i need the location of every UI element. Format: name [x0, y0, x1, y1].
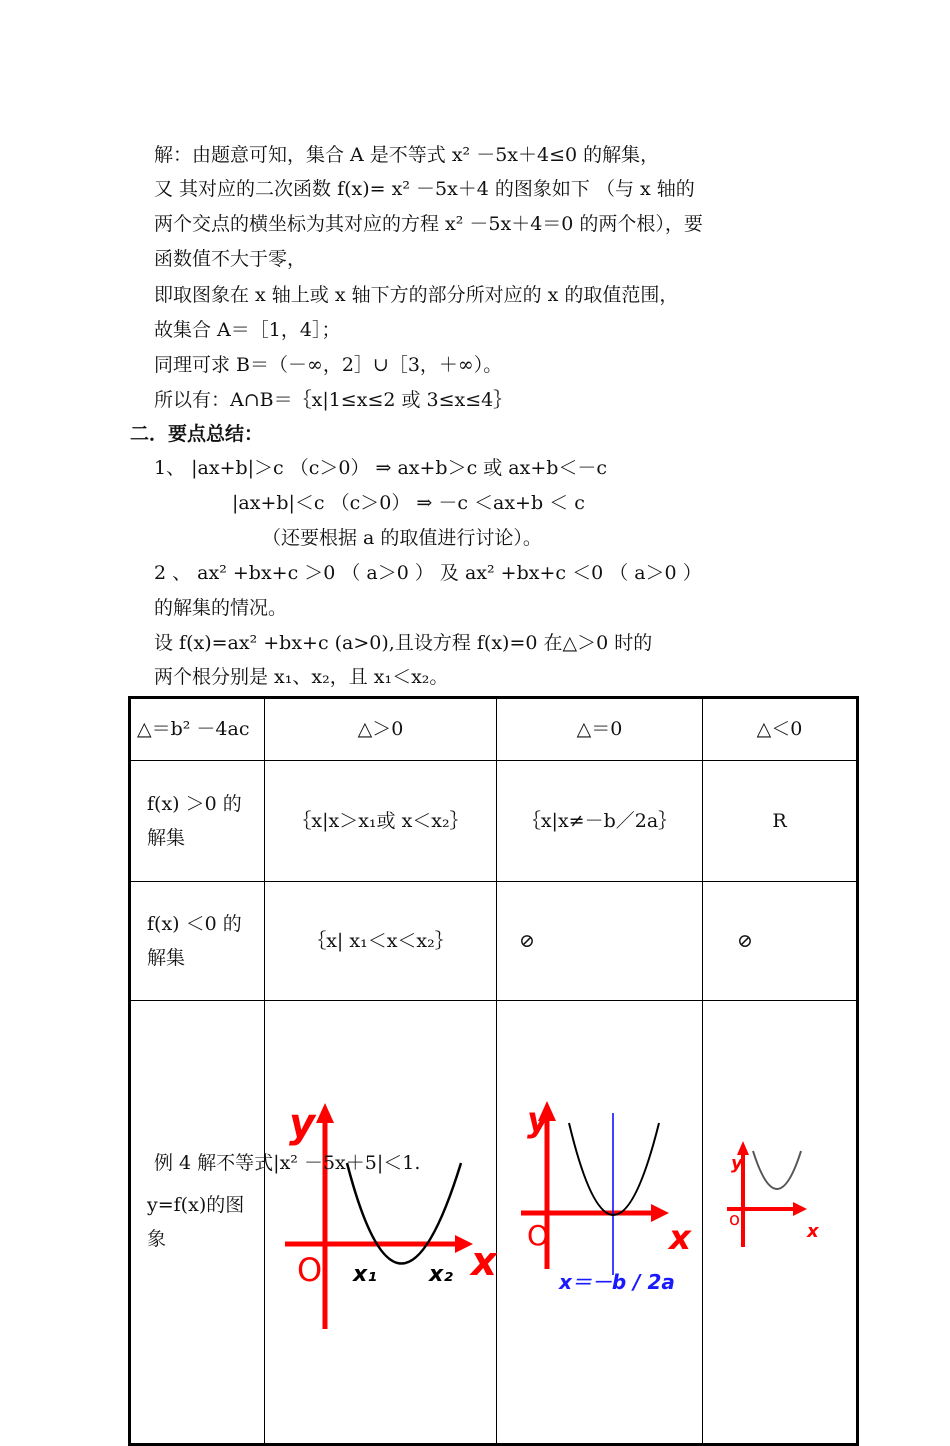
- origin-label: O: [297, 1251, 323, 1290]
- example-4: 例 4 解不等式|x² －5x＋5|＜1.: [154, 1152, 421, 1174]
- cell-positive-d-neg: R: [703, 760, 858, 881]
- y-axis-arrow-icon: [316, 1103, 334, 1123]
- header-negative: △＜0: [703, 698, 858, 761]
- point1-line-a: 1、 |ax+b|＞c （c＞0） ⇒ ax+b＞c 或 ax+b＜－c: [154, 457, 608, 479]
- solution-line-6: 故集合 A＝［1，4］；: [154, 319, 341, 341]
- row-label-positive: f(x) ＞0 的 解集: [130, 760, 265, 881]
- vertex-formula-label: x＝－b / 2a: [559, 1270, 675, 1295]
- graph-cell-one-root: [497, 1001, 703, 1445]
- x-axis-label: x: [471, 1239, 497, 1286]
- solution-line-2: 又 其对应的二次函数 f(x)= x² －5x＋4 的图象如下 （与 x 轴的: [154, 178, 695, 200]
- solution-line-8: 所以有：A∩B＝｛x|1≤x≤2 或 3≤x≤4｝: [154, 389, 513, 411]
- point2-line-b: 的解集的情况。: [154, 597, 288, 619]
- solution-line-4: 函数值不大于零，: [154, 248, 307, 270]
- table-row-positive-set: [130, 760, 858, 881]
- y-axis-label: y: [289, 1101, 316, 1148]
- parabola-curve: [569, 1123, 659, 1215]
- x-axis-label: x: [669, 1218, 691, 1259]
- x-axis-arrow-icon: [793, 1202, 807, 1216]
- point1-note: （还要根据 a 的取值进行讨论）。: [262, 527, 542, 549]
- point3-line-b: 两个根分别是 x₁、x₂，且 x₁＜x₂。: [154, 666, 449, 688]
- row-label-graph: y=f(x)的图 象: [130, 1001, 265, 1445]
- row-label-negative: f(x) ＜0 的 解集: [130, 881, 265, 1000]
- solution-line-7: 同理可求 B＝（－∞，2］∪［3，＋∞）。: [154, 354, 503, 376]
- parabola-two-roots-graph: [265, 1089, 497, 1355]
- point1-line-b: |ax+b|＜c （c＞0） ⇒ －c ＜ax+b ＜ c: [232, 492, 585, 514]
- table-header-row: [130, 698, 858, 761]
- x-axis-label: x: [807, 1221, 819, 1243]
- root-x1-label: x₁: [353, 1262, 377, 1288]
- parabola-curve: [753, 1151, 801, 1189]
- cell-negative-d-neg: ⊘: [703, 881, 858, 1000]
- origin-label: O: [527, 1219, 550, 1253]
- section-heading: 二．要点总结：: [130, 423, 264, 445]
- graph-cell-two-roots: [265, 1001, 497, 1445]
- cell-negative-d-pos: ｛x| x₁＜x＜x₂｝: [265, 881, 497, 1000]
- solution-line-5: 即取图象在 x 轴上或 x 轴下方的部分所对应的 x 的取值范围，: [154, 284, 679, 306]
- header-discriminant: △＝b² －4ac: [130, 698, 265, 761]
- table-row-graphs: [130, 1001, 858, 1445]
- cell-positive-d-zero: ｛x|x≠－b／2a｝: [497, 760, 703, 881]
- table-row-negative-set: [130, 881, 858, 1000]
- solution-line-3: 两个交点的横坐标为其对应的方程 x² －5x＋4＝0 的两个根），要: [154, 213, 703, 235]
- header-zero: △＝0: [497, 698, 703, 761]
- point3-line-a: 设 f(x)=ax² +bx+c (a>0),且设方程 f(x)=0 在△＞0 时的: [154, 632, 653, 654]
- cell-negative-d-zero: ⊘: [497, 881, 703, 1000]
- graph-cell-no-root: [703, 1001, 858, 1445]
- origin-label: o: [729, 1209, 741, 1231]
- x-axis-arrow-icon: [651, 1204, 669, 1222]
- solution-set-table: [128, 696, 859, 1446]
- parabola-one-root-graph: [497, 1089, 703, 1355]
- y-axis-label: y: [527, 1100, 550, 1141]
- parabola-curve: [347, 1163, 461, 1264]
- root-x2-label: x₂: [429, 1262, 453, 1288]
- y-axis-label: y: [731, 1153, 743, 1175]
- solution-line-1: 解：由题意可知，集合 A 是不等式 x² －5x＋4≤0 的解集，: [154, 144, 660, 166]
- parabola-no-root-graph: [703, 1089, 858, 1355]
- header-positive: △＞0: [265, 698, 497, 761]
- cell-positive-d-pos: ｛x|x＞x₁或 x＜x₂｝: [265, 760, 497, 881]
- point2-line-a: 2 、 ax² +bx+c ＞0 （ a＞0 ） 及 ax² +bx+c ＜0 （ a＞0 ）: [154, 562, 702, 584]
